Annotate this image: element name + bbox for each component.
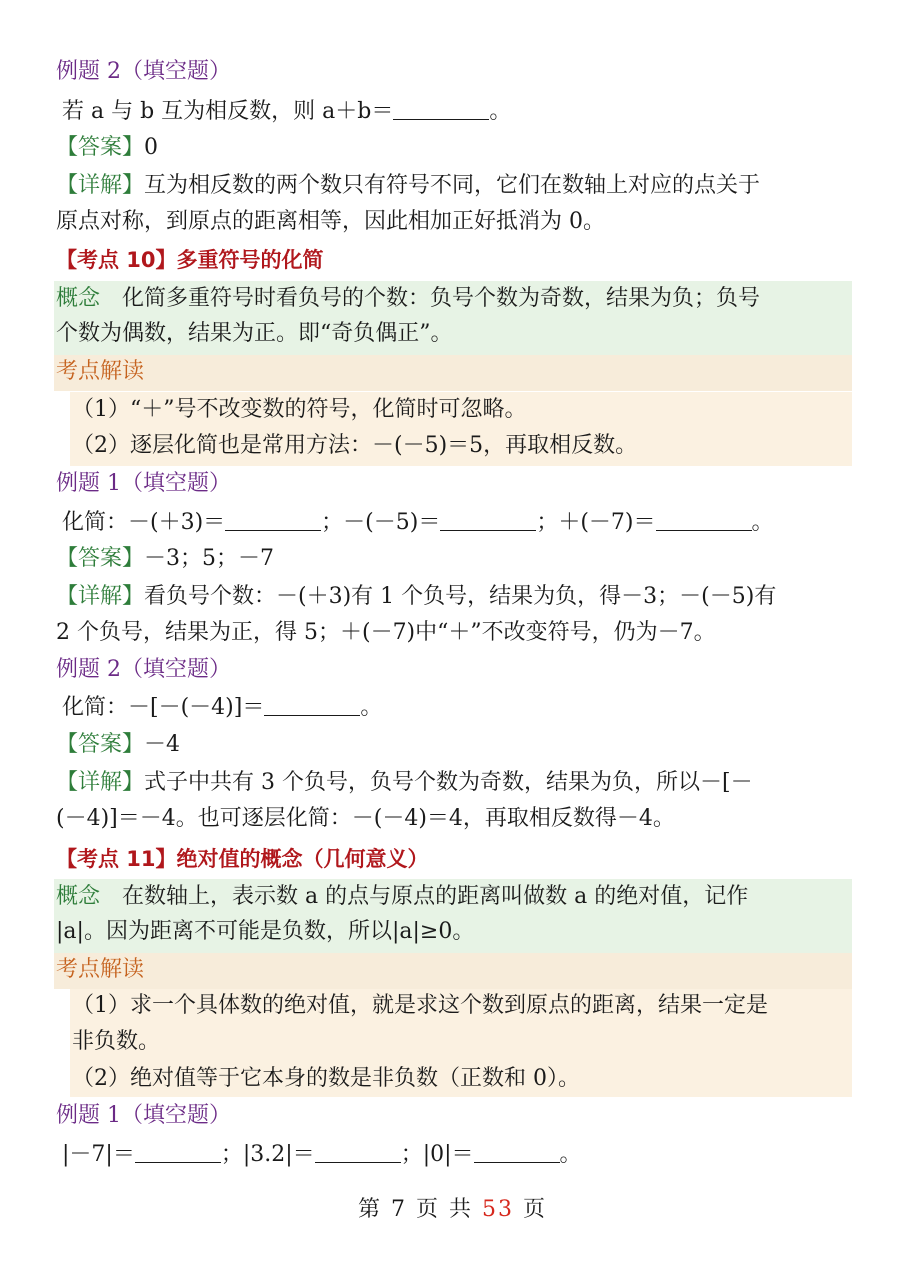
equals: ＝ xyxy=(292,1142,315,1167)
question-part: ；＋(－7)＝ xyxy=(536,510,656,535)
total-pages: 53 xyxy=(481,1197,514,1222)
detail-line-2: 原点对称，到原点的距离相等，因此相加正好抵消为 0。 xyxy=(56,209,605,234)
detail-tag: 【详解】 xyxy=(56,173,145,198)
question-text: 若 a 与 b 互为相反数，则 a＋b＝ xyxy=(62,99,394,124)
answer-blank[interactable] xyxy=(264,693,360,716)
detail-text: 互为相反数的两个数只有符号不同，它们在数轴上对应的点关于 xyxy=(144,173,761,198)
interpretation-label: 考点解读 xyxy=(56,957,145,982)
question xyxy=(62,690,382,726)
page-footer xyxy=(0,1192,905,1223)
interpretation-item: （1）“＋”号不改变数的符号，化简时可忽略。 xyxy=(72,397,527,422)
footer-prefix: 第 7 页 共 xyxy=(358,1197,482,1222)
separator: ； xyxy=(220,1142,243,1167)
question-end: 。 xyxy=(489,99,512,124)
interpretation-item: （2）绝对值等于它本身的数是非负数（正数和 0）。 xyxy=(72,1066,580,1091)
question xyxy=(62,94,511,130)
detail-line xyxy=(56,168,760,204)
concept-line xyxy=(56,879,748,915)
concept-text: 。因为距离不可能是负数，所以 xyxy=(83,919,392,944)
abs-notation: |a| xyxy=(56,919,84,944)
answer-blank[interactable] xyxy=(474,1140,560,1163)
question xyxy=(62,1137,582,1173)
abs-expression: |0| xyxy=(422,1142,452,1167)
answer-line xyxy=(56,541,274,577)
detail-text: 式子中共有 3 个负号，负号个数为奇数，结果为负，所以－[－ xyxy=(144,770,753,795)
detail-tag: 【详解】 xyxy=(56,770,145,795)
concept-label: 概念 xyxy=(56,286,101,311)
detail-tag: 【详解】 xyxy=(56,584,145,609)
equals: ＝ xyxy=(451,1142,474,1167)
detail-line xyxy=(56,579,776,615)
answer-blank[interactable] xyxy=(393,97,489,120)
abs-expression: |3.2| xyxy=(242,1142,293,1167)
concept-text: ≥0。 xyxy=(419,919,475,944)
detail-line xyxy=(56,765,753,801)
answer-line xyxy=(56,727,180,763)
footer-suffix: 页 xyxy=(513,1197,547,1222)
concept-label: 概念 xyxy=(56,884,101,909)
answer-blank[interactable] xyxy=(656,508,752,531)
interpretation-header xyxy=(54,355,852,391)
detail-line-2: (－4)]＝－4。也可逐层化简：－(－4)＝4，再取相反数得－4。 xyxy=(56,806,675,831)
answer-value: －3；5；－7 xyxy=(144,546,275,571)
interpretation-item: 非负数。 xyxy=(72,1029,161,1054)
answer-tag: 【答案】 xyxy=(56,546,145,571)
question-part: 化简：－(＋3)＝ xyxy=(62,510,226,535)
concept-line xyxy=(56,281,760,317)
concept-text: 在数轴上，表示数 a 的点与原点的距离叫做数 a 的绝对值，记作 xyxy=(122,884,749,909)
answer-tag: 【答案】 xyxy=(56,135,145,160)
answer-blank[interactable] xyxy=(315,1140,401,1163)
answer-value: －4 xyxy=(144,732,181,757)
detail-text: 看负号个数：－(＋3)有 1 个负号，结果为负，得－3；－(－5)有 xyxy=(144,584,777,609)
abs-notation: |a| xyxy=(391,919,420,944)
example-title: 例题 1（填空题） xyxy=(56,471,231,496)
interpretation-item: （1）求一个具体数的绝对值，就是求这个数到原点的距离，结果一定是 xyxy=(72,993,768,1018)
answer-line xyxy=(56,130,158,166)
abs-expression: |－7| xyxy=(62,1142,113,1167)
question-end: 。 xyxy=(360,695,383,720)
question-text: 化简：－[－(－4)]＝ xyxy=(62,695,265,720)
answer-blank[interactable] xyxy=(225,508,321,531)
answer-value: 0 xyxy=(144,135,159,160)
answer-blank[interactable] xyxy=(135,1140,221,1163)
answer-blank[interactable] xyxy=(440,508,536,531)
concept-line-2: 个数为偶数，结果为正。即“奇负偶正”。 xyxy=(56,321,453,346)
question xyxy=(62,505,774,541)
example-title: 例题 1（填空题） xyxy=(56,1103,231,1128)
answer-tag: 【答案】 xyxy=(56,732,145,757)
interpretation-header xyxy=(54,953,852,989)
question-end: 。 xyxy=(751,510,774,535)
equals: ＝ xyxy=(112,1142,135,1167)
separator: ； xyxy=(400,1142,423,1167)
example-title: 例题 2（填空题） xyxy=(56,59,231,84)
section-title: 【考点 11】绝对值的概念（几何意义） xyxy=(56,847,429,871)
interpretation-item: （2）逐层化简也是常用方法：－(－5)＝5，再取相反数。 xyxy=(72,433,638,458)
section-title: 【考点 10】多重符号的化简 xyxy=(56,248,324,272)
example-title: 例题 2（填空题） xyxy=(56,657,231,682)
detail-line-2: 2 个负号，结果为正，得 5；＋(－7)中“＋”不改变符号，仍为－7。 xyxy=(56,620,716,645)
question-end: 。 xyxy=(559,1142,582,1167)
concept-text: 化简多重符号时看负号的个数：负号个数为奇数，结果为负；负号 xyxy=(122,286,761,311)
concept-line-2 xyxy=(56,914,474,950)
interpretation-label: 考点解读 xyxy=(56,359,145,384)
question-part: ；－(－5)＝ xyxy=(321,510,441,535)
